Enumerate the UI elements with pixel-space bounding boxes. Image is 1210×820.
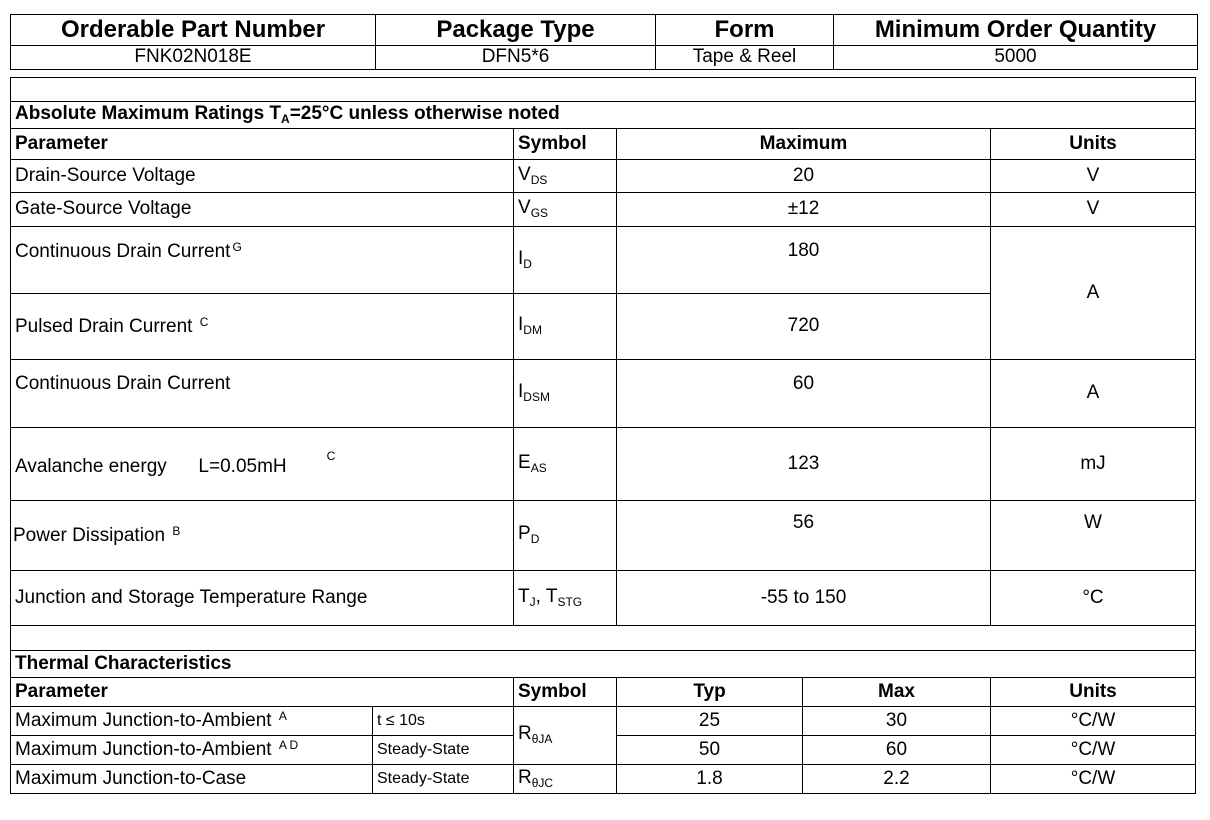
table-row: Continuous Drain Current $I_{DSM}$ 60 A bbox=[11, 360, 1196, 428]
table-row: Maximum Junction-to-Case Steady-State $R_{\theta JC}$ 1.8 2.2 °C/W bbox=[11, 765, 1196, 794]
min-order-qty: 5000 bbox=[834, 46, 1198, 70]
amr-header-symbol: Symbol bbox=[514, 129, 617, 160]
thermal-header-units: Units bbox=[991, 678, 1196, 707]
table-row: Drain-Source Voltage $V_{DS}$ 20 V bbox=[11, 160, 1196, 193]
table-row: Maximum Junction-to-Ambient $^{A D}$ Steady-State 50 60 °C/W bbox=[11, 736, 1196, 765]
header-package-type: Package Type bbox=[376, 15, 656, 46]
table-row: Continuous Drain Current $^G$ $I_D$ 180 A bbox=[11, 227, 1196, 294]
ratings-table bbox=[10, 77, 1196, 794]
header-min-order-qty: Minimum Order Quantity bbox=[834, 15, 1198, 46]
thermal-header-max: Max bbox=[803, 678, 991, 707]
amr-header-parameter: Parameter bbox=[11, 129, 514, 160]
form: Tape & Reel bbox=[656, 46, 834, 70]
thermal-header-symbol: Symbol bbox=[514, 678, 617, 707]
thermal-header-typ: Typ bbox=[617, 678, 803, 707]
thermal-header-parameter: Parameter bbox=[11, 678, 514, 707]
order-table bbox=[10, 14, 1198, 70]
table-row: Pulsed Drain Current $^C$ $I_{DM}$ 720 bbox=[11, 294, 1196, 360]
table-row: Junction and Storage Temperature Range $T_J$, $T_{STG}$ -55 to 150 °C bbox=[11, 571, 1196, 626]
header-part-number: Orderable Part Number bbox=[11, 15, 376, 46]
amr-title: Absolute Maximum Ratings $T_A=25^\circ C$ unless otherwise noted bbox=[11, 102, 1196, 129]
amr-header-maximum: Maximum bbox=[617, 129, 991, 160]
amr-header-units: Units bbox=[991, 129, 1196, 160]
part-number: FNK02N018E bbox=[11, 46, 376, 70]
table-row: Maximum Junction-to-Ambient $^A$ t ≤ 10s $R_{\theta JA}$ 25 30 °C/W bbox=[11, 707, 1196, 736]
spacer-row bbox=[11, 626, 1196, 651]
table-row: Avalanche energy L=0.05mH $^C$ $E_{AS}$ 123 mJ bbox=[11, 428, 1196, 501]
thermal-title: Thermal Characteristics bbox=[11, 651, 1196, 678]
table-row: Power Dissipation $^B$ $P_D$ 56 W bbox=[11, 501, 1196, 571]
spacer-row bbox=[11, 78, 1196, 102]
table-row: Gate-Source Voltage $V_{GS}$ ±12 V bbox=[11, 193, 1196, 227]
header-form: Form bbox=[656, 15, 834, 46]
package-type: DFN5*6 bbox=[376, 46, 656, 70]
